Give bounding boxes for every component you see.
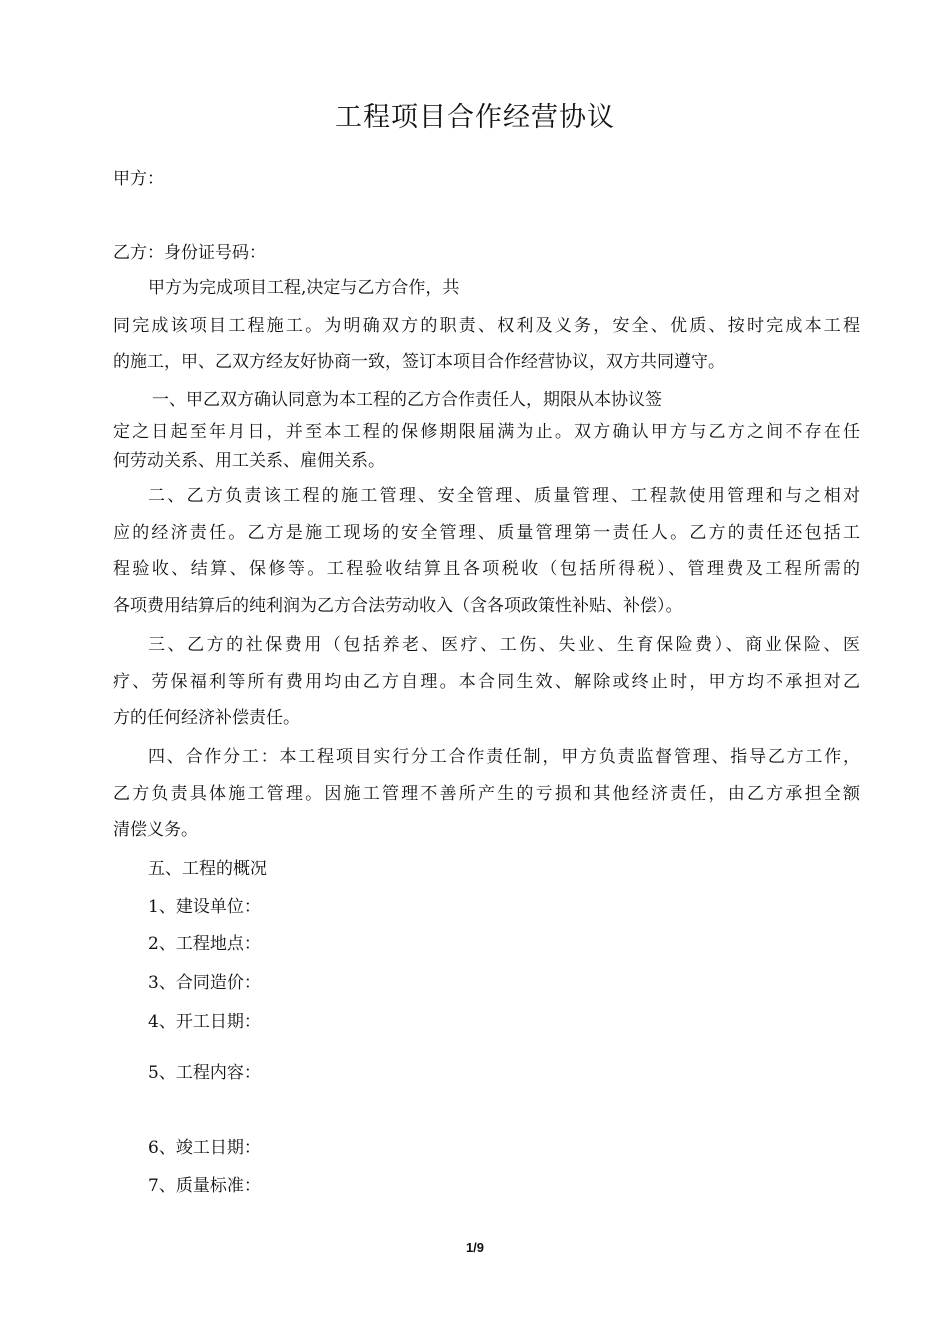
overview-item-completion-date: 6、竣工日期： xyxy=(148,1138,261,1158)
document-title: 工程项目合作经营协议 xyxy=(335,102,615,133)
clause4-line-3: 清偿义务。 xyxy=(113,820,198,840)
clause3-line-2: 疗、劳保福利等所有费用均由乙方自理。本合同生效、解除或终止时，甲方均不承担对乙 xyxy=(113,672,860,692)
clause1-line-3: 何劳动关系、用工关系、雇佣关系。 xyxy=(113,451,385,471)
clause3-line-3: 方的任何经济补偿责任。 xyxy=(113,708,300,728)
intro-line-1: 甲方为完成项目工程,决定与乙方合作，共 xyxy=(148,278,460,298)
overview-item-construction-unit: 1、建设单位： xyxy=(148,897,261,917)
clause4-line-1: 四、合作分工：本工程项目实行分工合作责任制，甲方负责监督管理、指导乙方工作， xyxy=(148,747,860,767)
overview-item-content: 5、工程内容： xyxy=(148,1063,261,1083)
clause2-line-3: 程验收、结算、保修等。工程验收结算且各项税收（包括所得税）、管理费及工程所需的 xyxy=(113,559,860,579)
clause2-line-2: 应的经济责任。乙方是施工现场的安全管理、质量管理第一责任人。乙方的责任还包括工 xyxy=(113,523,860,543)
clause3-line-1: 三、乙方的社保费用（包括养老、医疗、工伤、失业、生育保险费）、商业保险、医 xyxy=(148,635,860,655)
overview-item-quality-standard: 7、质量标准： xyxy=(148,1176,261,1196)
party-b-label: 乙方：身份证号码： xyxy=(113,243,266,263)
clause1-line-1: 一、甲乙双方确认同意为本工程的乙方合作责任人，期限从本协议签 xyxy=(152,390,662,410)
clause5-heading: 五、工程的概况 xyxy=(148,859,267,879)
clause4-line-2: 乙方负责具体施工管理。因施工管理不善所产生的亏损和其他经济责任，由乙方承担全额 xyxy=(113,784,860,804)
overview-item-start-date: 4、开工日期： xyxy=(148,1012,261,1032)
overview-item-location: 2、工程地点： xyxy=(148,934,261,954)
page-number: 1/9 xyxy=(465,1240,485,1255)
clause1-line-2: 定之日起至年月日，并至本工程的保修期限届满为止。双方确认甲方与乙方之间不存在任 xyxy=(113,422,860,442)
clause2-line-1: 二、乙方负责该工程的施工管理、安全管理、质量管理、工程款使用管理和与之相对 xyxy=(148,486,860,506)
overview-item-contract-price: 3、合同造价： xyxy=(148,973,261,993)
intro-line-3: 的施工，甲、乙双方经友好协商一致，签订本项目合作经营协议，双方共同遵守。 xyxy=(113,352,725,372)
clause2-line-4: 各项费用结算后的纯利润为乙方合法劳动收入（含各项政策性补贴、补偿）。 xyxy=(113,596,683,616)
party-a-label: 甲方： xyxy=(113,169,164,189)
intro-line-2: 同完成该项目工程施工。为明确双方的职责、权利及义务，安全、优质、按时完成本工程 xyxy=(113,316,860,336)
